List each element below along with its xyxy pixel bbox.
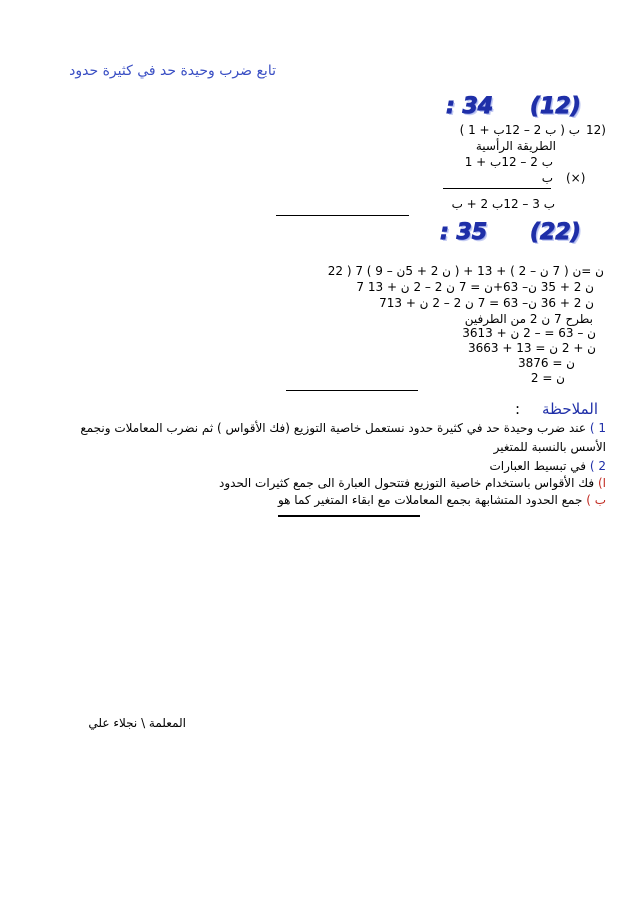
note-2-b [278, 493, 606, 507]
ex35-line2: 7 ن 2 + 35 ن– 63+ن = 7 ن 2 – 2 ن + 13 [356, 280, 594, 294]
ex34-times: (×) [566, 171, 586, 185]
ex34-line1-number: 12) [586, 123, 606, 137]
note-1-number: 1 ) [589, 421, 606, 435]
notes-heading: الملاحظة [542, 400, 598, 418]
note-2-text: في تبسيط العبارات [489, 459, 587, 473]
problem-number-22: (22) [530, 220, 581, 245]
exercise-number-35: : 35 [440, 220, 488, 245]
notes-colon: : [515, 400, 521, 418]
ex34-row2: ب [541, 171, 553, 185]
ex34-line1: ب ( ب 2 – 12ب + 1 ) [459, 123, 580, 137]
note-1-text: عند ضرب وحيدة حد في كثيرة حدود نستعمل خاصية التوزيع (فك الأقواس ) ثم نضرب المعاملات ونجمع [80, 421, 587, 435]
note-2-a [219, 476, 606, 490]
problem-number-12: (12) [530, 94, 581, 119]
note-2-b-text: جمع الحدود المتشابهة بجمع المعاملات مع ابقاء المتغير كما هو [277, 493, 583, 507]
note-1 [80, 421, 606, 435]
ex35-line1: 22 ) 7 ( ن 2 + 5ن – 9 ) + ن =ن ( 7 ن – 2 ) + 13 [327, 264, 604, 278]
ex34-method: الطريقة الرأسية [475, 139, 556, 153]
teacher-signature: المعلمة \ نجلاء علي [88, 716, 186, 730]
ex34-row1: ب 2 – 12ب + 1 [464, 155, 553, 169]
ex35-line6: 36ن + 2 ن = 13 + 63 [468, 341, 596, 355]
note-2-b-label: ب ) [586, 493, 606, 507]
ex35-line7: 38ن = 76 [517, 356, 575, 370]
ex35-line5: 36ن – 63 = – 2 ن + 13 [462, 326, 596, 340]
note-2-a-label: ا) [597, 476, 606, 490]
note-2-a-text: فك الأقواس باستخدام خاصية التوزيع فتتحول العبارة الى جمع كثيرات الحدود [219, 476, 595, 490]
ex34-separator [276, 215, 409, 216]
notes-separator [278, 515, 420, 517]
note-2-number: 2 ) [589, 459, 606, 473]
note-1-continuation: الأسس بالنسبة للمتغير [493, 440, 606, 454]
ex34-divider [443, 188, 551, 189]
ex35-line8: ن = 2 [530, 371, 565, 385]
ex35-separator [286, 390, 418, 391]
ex35-line3: 7ن 2 + 36 ن– 63 = 7 ن 2 – 2 ن + 13 [379, 296, 594, 310]
ex34-result: ب 3 – 12ب 2 + ب [451, 197, 555, 211]
ex35-line4: بطرح 7 ن 2 من الطرفين [464, 312, 593, 326]
exercise-number-34: : 34 [446, 94, 494, 119]
page-title: تابع ضرب وحيدة حد في كثيرة حدود [69, 63, 276, 79]
note-2 [490, 459, 607, 473]
